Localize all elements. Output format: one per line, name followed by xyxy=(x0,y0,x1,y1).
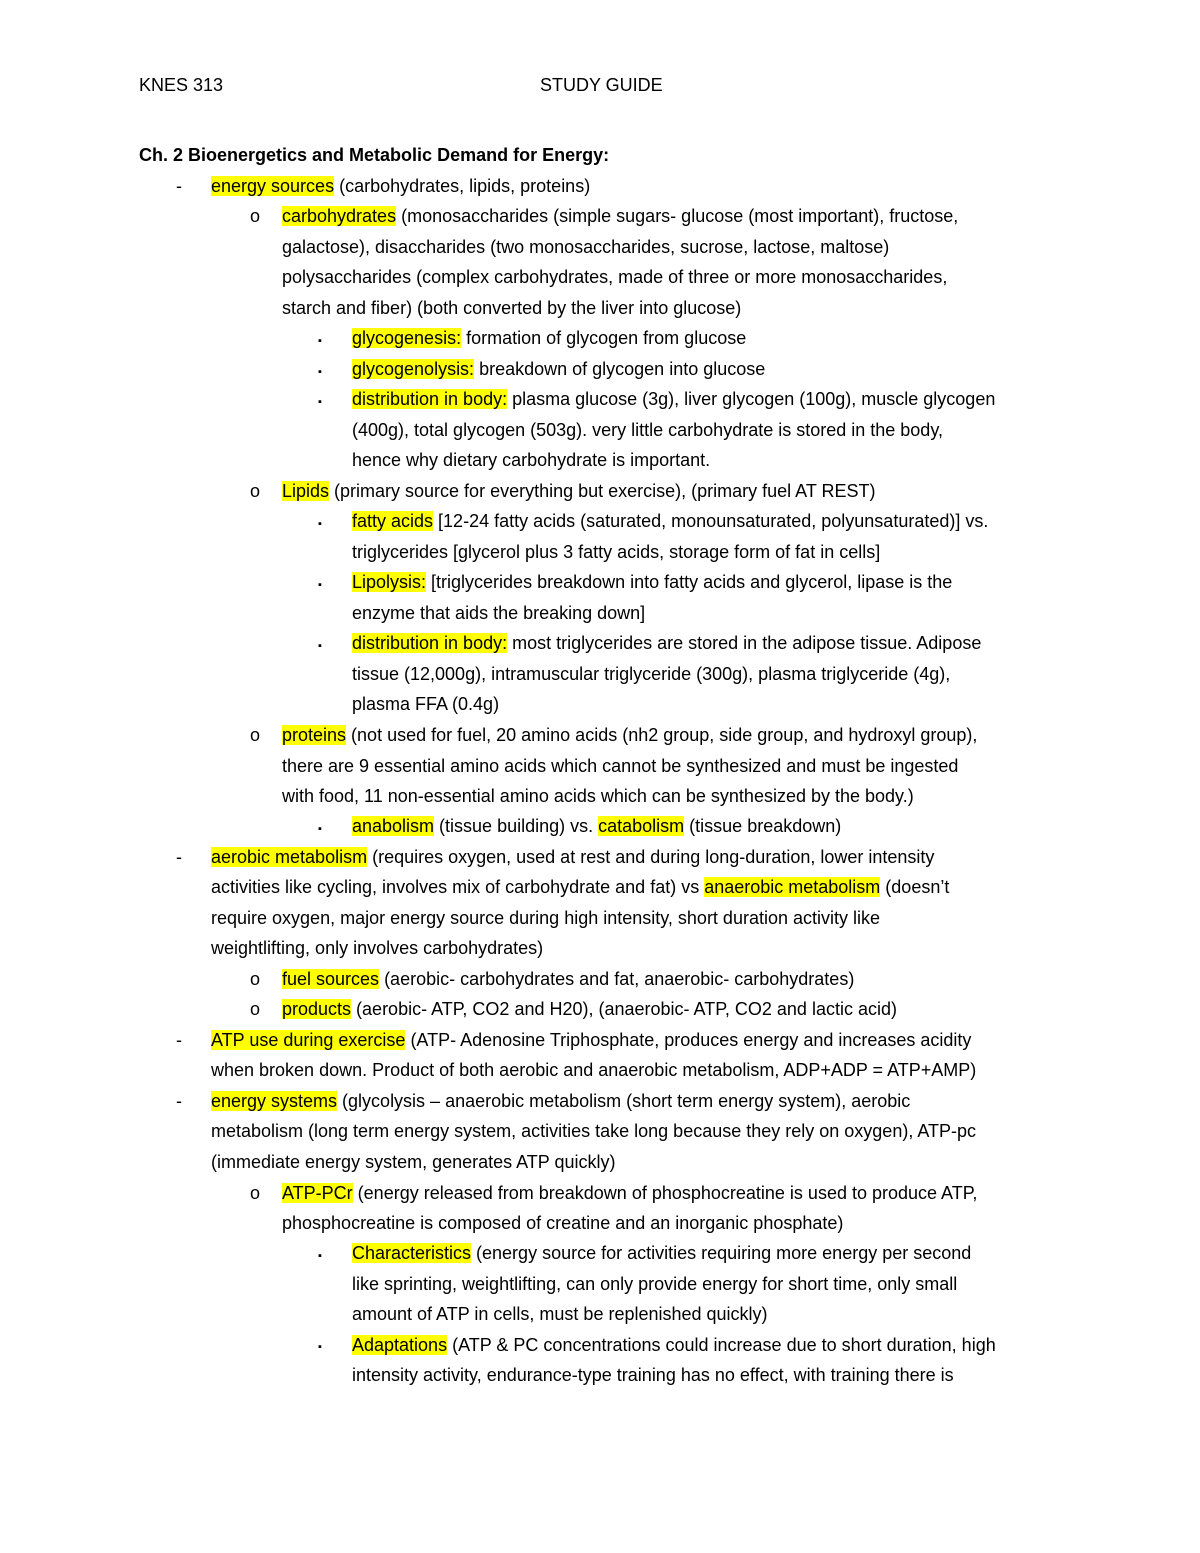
bullet-square: ▪ xyxy=(318,1341,322,1353)
header-course: KNES 313 xyxy=(139,75,224,95)
highlight-term: products xyxy=(282,999,352,1019)
line-text: (requires oxygen, used at rest and during long-duration, lower intensity xyxy=(367,847,935,867)
line-text: intensity activity, endurance-type training has no effect, with training there is xyxy=(352,1365,954,1385)
line-text: starch and fiber) (both converted by the liver into glucose) xyxy=(282,298,742,318)
bullet-dash: - xyxy=(176,847,182,867)
glycogenolysis-line xyxy=(352,357,765,381)
line-text: (monosaccharides (simple sugars- glucose (most important), fructose, xyxy=(396,206,959,226)
line-text: require oxygen, major energy source during high intensity, short duration activity like xyxy=(211,908,881,928)
fuel-sources-line xyxy=(282,967,854,991)
line-text: (energy released from breakdown of phosphocreatine is used to produce ATP, xyxy=(352,1183,978,1203)
bullet-square: ▪ xyxy=(318,640,322,652)
line-text: (glycolysis – anaerobic metabolism (short term energy system), aerobic xyxy=(337,1091,911,1111)
bullet-dash: - xyxy=(176,176,182,196)
highlight-term: proteins xyxy=(282,725,347,745)
line-text: (tissue building) vs. xyxy=(434,816,599,836)
highlight-term: anaerobic metabolism xyxy=(704,877,881,897)
bullet-square: ▪ xyxy=(318,518,322,530)
line-text: polysaccharides (complex carbohydrates, made of three or more monosaccharides, xyxy=(282,267,948,287)
bullet-square: ▪ xyxy=(318,366,322,378)
lipolysis-line xyxy=(352,570,952,594)
products-line xyxy=(282,997,897,1021)
energy-sources-line xyxy=(211,174,590,198)
carb-distribution-line xyxy=(352,387,995,411)
highlight-term: distribution in body: xyxy=(352,633,508,653)
atp-use-line xyxy=(211,1028,971,1052)
proteins-line xyxy=(282,723,977,747)
line-text: weightlifting, only involves carbohydrates) xyxy=(211,938,544,958)
line-text: activities like cycling, involves mix of carbohydrate and fat) vs xyxy=(211,877,705,897)
highlight-term: aerobic metabolism xyxy=(211,847,368,867)
line-text: [triglycerides breakdown into fatty acids and glycerol, lipase is the xyxy=(426,572,953,592)
chapter-title: Ch. 2 Bioenergetics and Metabolic Demand for Energy: xyxy=(139,145,610,165)
line-text: (ATP- Adenosine Triphosphate, produces energy and increases acidity xyxy=(405,1030,972,1050)
bullet-dash: - xyxy=(176,1030,182,1050)
line-text: (primary source for everything but exercise), (primary fuel AT REST) xyxy=(329,481,876,501)
line-text: (energy source for activities requiring more energy per second xyxy=(471,1243,972,1263)
bullet-square: ▪ xyxy=(318,823,322,835)
header-doc-title: STUDY GUIDE xyxy=(540,75,663,95)
line-text: (immediate energy system, generates ATP quickly) xyxy=(211,1152,616,1172)
line-text: with food, 11 non-essential amino acids which can be synthesized by the body.) xyxy=(282,786,914,806)
line-text: like sprinting, weightlifting, can only provide energy for short time, only small xyxy=(352,1274,958,1294)
line-text: [12-24 fatty acids (saturated, monounsaturated, polyunsaturated)] vs. xyxy=(433,511,989,531)
highlight-term: Lipids xyxy=(282,481,330,501)
line-text: when broken down. Product of both aerobic and anaerobic metabolism, ADP+ADP = ATP+AMP) xyxy=(211,1060,977,1080)
atp-pcr-line xyxy=(282,1181,977,1205)
aerobic-line-2 xyxy=(211,875,949,899)
line-text: metabolism (long term energy system, activities take long because they rely on oxygen), ATP-pc xyxy=(211,1121,977,1141)
highlight-term: Lipolysis: xyxy=(352,572,427,592)
line-text: most triglycerides are stored in the adipose tissue. Adipose xyxy=(507,633,982,653)
line-text: breakdown of glycogen into glucose xyxy=(474,359,766,379)
line-text: galactose), disaccharides (two monosaccharides, sucrose, lactose, maltose) xyxy=(282,237,890,257)
characteristics-line xyxy=(352,1241,971,1265)
line-text: (aerobic- ATP, CO2 and H20), (anaerobic- ATP, CO2 and lactic acid) xyxy=(351,999,897,1019)
highlight-term: ATP use during exercise xyxy=(211,1030,406,1050)
aerobic-line xyxy=(211,845,934,869)
energy-systems-line xyxy=(211,1089,910,1113)
highlight-term: energy sources xyxy=(211,176,335,196)
lipid-distribution-line xyxy=(352,631,981,655)
bullet-circle: o xyxy=(250,725,261,745)
line-text: phosphocreatine is composed of creatine and an inorganic phosphate) xyxy=(282,1213,844,1233)
highlight-term: energy systems xyxy=(211,1091,338,1111)
highlight-term: carbohydrates xyxy=(282,206,397,226)
highlight-term: Adaptations xyxy=(352,1335,448,1355)
line-text: amount of ATP in cells, must be replenished quickly) xyxy=(352,1304,768,1324)
highlight-term: glycogenolysis: xyxy=(352,359,475,379)
line-text: (aerobic- carbohydrates and fat, anaerobic- carbohydrates) xyxy=(379,969,855,989)
bullet-circle: o xyxy=(250,1183,261,1203)
adaptations-line xyxy=(352,1333,996,1357)
highlight-term: fuel sources xyxy=(282,969,380,989)
line-text: enzyme that aids the breaking down] xyxy=(352,603,646,623)
highlight-term: Characteristics xyxy=(352,1243,472,1263)
bullet-square: ▪ xyxy=(318,1250,322,1262)
bullet-square: ▪ xyxy=(318,579,322,591)
line-text: (tissue breakdown) xyxy=(684,816,842,836)
bullet-circle: o xyxy=(250,481,261,501)
bullet-dash: - xyxy=(176,1091,182,1111)
line-text: (ATP & PC concentrations could increase due to short duration, high xyxy=(447,1335,996,1355)
line-text: (not used for fuel, 20 amino acids (nh2 group, side group, and hydroxyl group), xyxy=(346,725,978,745)
carbohydrates-line xyxy=(282,204,958,228)
line-text: (400g), total glycogen (503g). very little carbohydrate is stored in the body, xyxy=(352,420,943,440)
highlight-term: catabolism xyxy=(598,816,685,836)
fatty-acids-line xyxy=(352,509,988,533)
line-text: plasma glucose (3g), liver glycogen (100g), muscle glycogen xyxy=(507,389,996,409)
lipids-line xyxy=(282,479,876,503)
anabolism-line xyxy=(352,814,841,838)
bullet-circle: o xyxy=(250,999,261,1019)
glycogenesis-line xyxy=(352,326,746,350)
line-text: (carbohydrates, lipids, proteins) xyxy=(334,176,591,196)
bullet-square: ▪ xyxy=(318,396,322,408)
highlight-term: anabolism xyxy=(352,816,435,836)
line-text: formation of glycogen from glucose xyxy=(461,328,747,348)
line-text: triglycerides [glycerol plus 3 fatty acids, storage form of fat in cells] xyxy=(352,542,881,562)
bullet-square: ▪ xyxy=(318,335,322,347)
line-text: hence why dietary carbohydrate is important. xyxy=(352,450,711,470)
highlight-term: ATP-PCr xyxy=(282,1183,353,1203)
highlight-term: fatty acids xyxy=(352,511,434,531)
line-text: (doesn’t xyxy=(880,877,950,897)
highlight-term: glycogenesis: xyxy=(352,328,462,348)
line-text: there are 9 essential amino acids which cannot be synthesized and must be ingested xyxy=(282,756,959,776)
line-text: tissue (12,000g), intramuscular triglyceride (300g), plasma triglyceride (4g), xyxy=(352,664,951,684)
bullet-circle: o xyxy=(250,969,261,989)
line-text: plasma FFA (0.4g) xyxy=(352,694,500,714)
highlight-term: distribution in body: xyxy=(352,389,508,409)
bullet-circle: o xyxy=(250,206,261,226)
